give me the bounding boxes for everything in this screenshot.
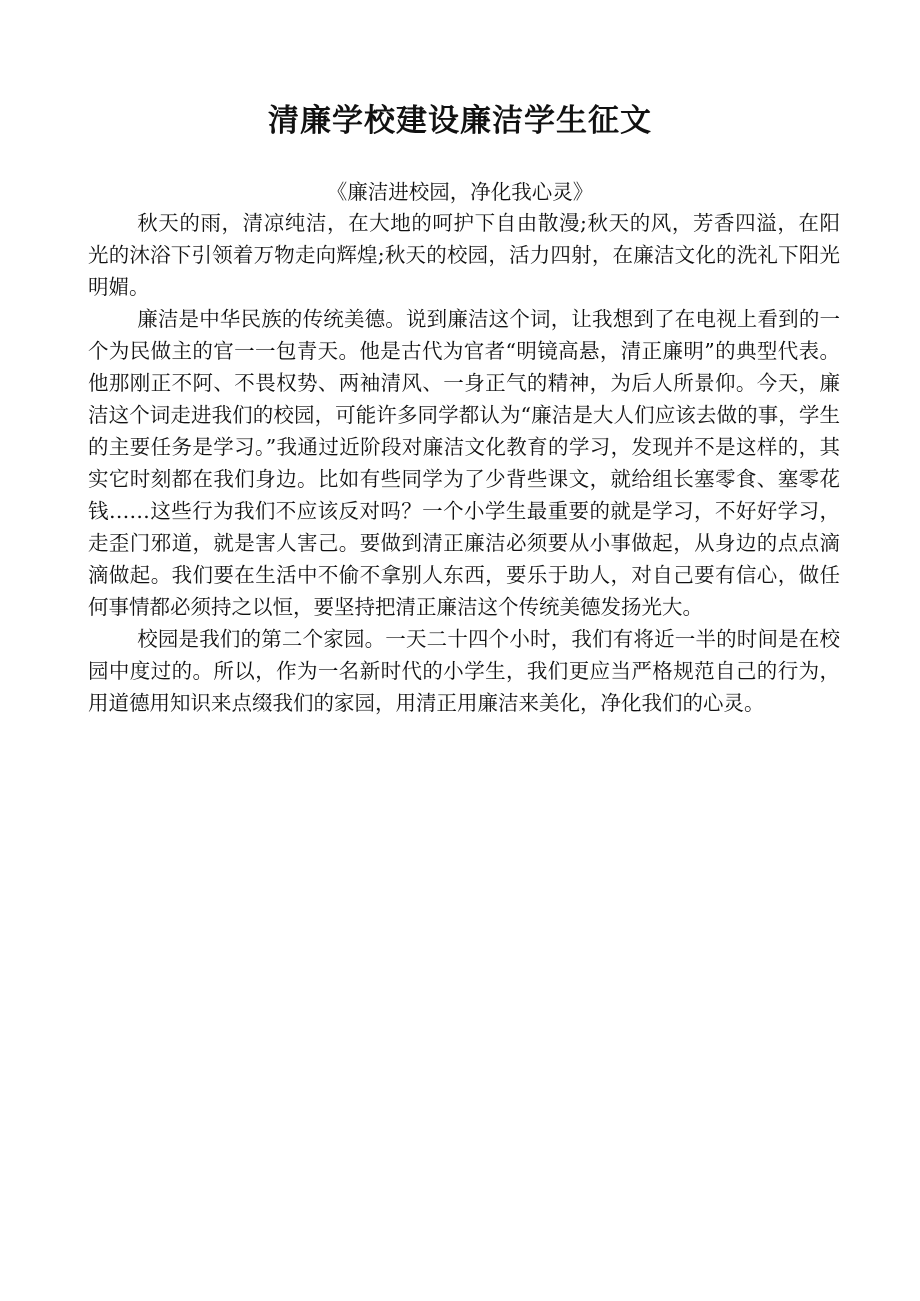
paragraph-2: 廉洁是中华民族的传统美德。说到廉洁这个词，让我想到了在电视上看到的一个为民做主的官一一包青天。他是古代为官者“明镜高悬，清正廉明”的典型代表。他那刚正不阿、不畏权势、两袖清风、一身正气的精神，为后人所景仰。今天，廉洁这个词走进我们的校园，可能许多同学都认为“廉洁是大人们应该去做的事，学生的主要任务是学习。”我通过近阶段对廉洁文化教育的学习，发现并不是这样的，其实它时刻都在我们身边。比如有些同学为了少背些课文，就给组长塞零食、塞零花钱……这些行为我们不应该反对吗？一个小学生最重要的就是学习，不好好学习，走歪门邪道，就是害人害己。要做到清正廉洁必须要从小事做起，从身边的点点滴滴做起。我们要在生活中不偷不拿别人东西，要乐于助人，对自己要有信心，做任何事情都必须持之以恒，要坚持把清正廉洁这个传统美德发扬光大。 [88, 307, 840, 619]
essay-body [88, 207, 840, 719]
paragraph-3: 校园是我们的第二个家园。一天二十四个小时，我们有将近一半的时间是在校园中度过的。所以，作为一名新时代的小学生，我们更应当严格规范自己的行为，用道德用知识来点缀我们的家园，用清正用廉洁来美化，净化我们的心灵。 [88, 627, 840, 715]
document-title: 清廉学校建设廉洁学生征文 [268, 103, 652, 139]
essay-subtitle: 《廉洁进校园，净化我心灵》 [326, 180, 594, 204]
paragraph-1: 秋天的雨，清凉纯洁，在大地的呵护下自由散漫;秋天的风，芳香四溢，在阳光的沐浴下引领着万物走向辉煌;秋天的校园，活力四射，在廉洁文化的洗礼下阳光明媚。 [88, 211, 840, 299]
